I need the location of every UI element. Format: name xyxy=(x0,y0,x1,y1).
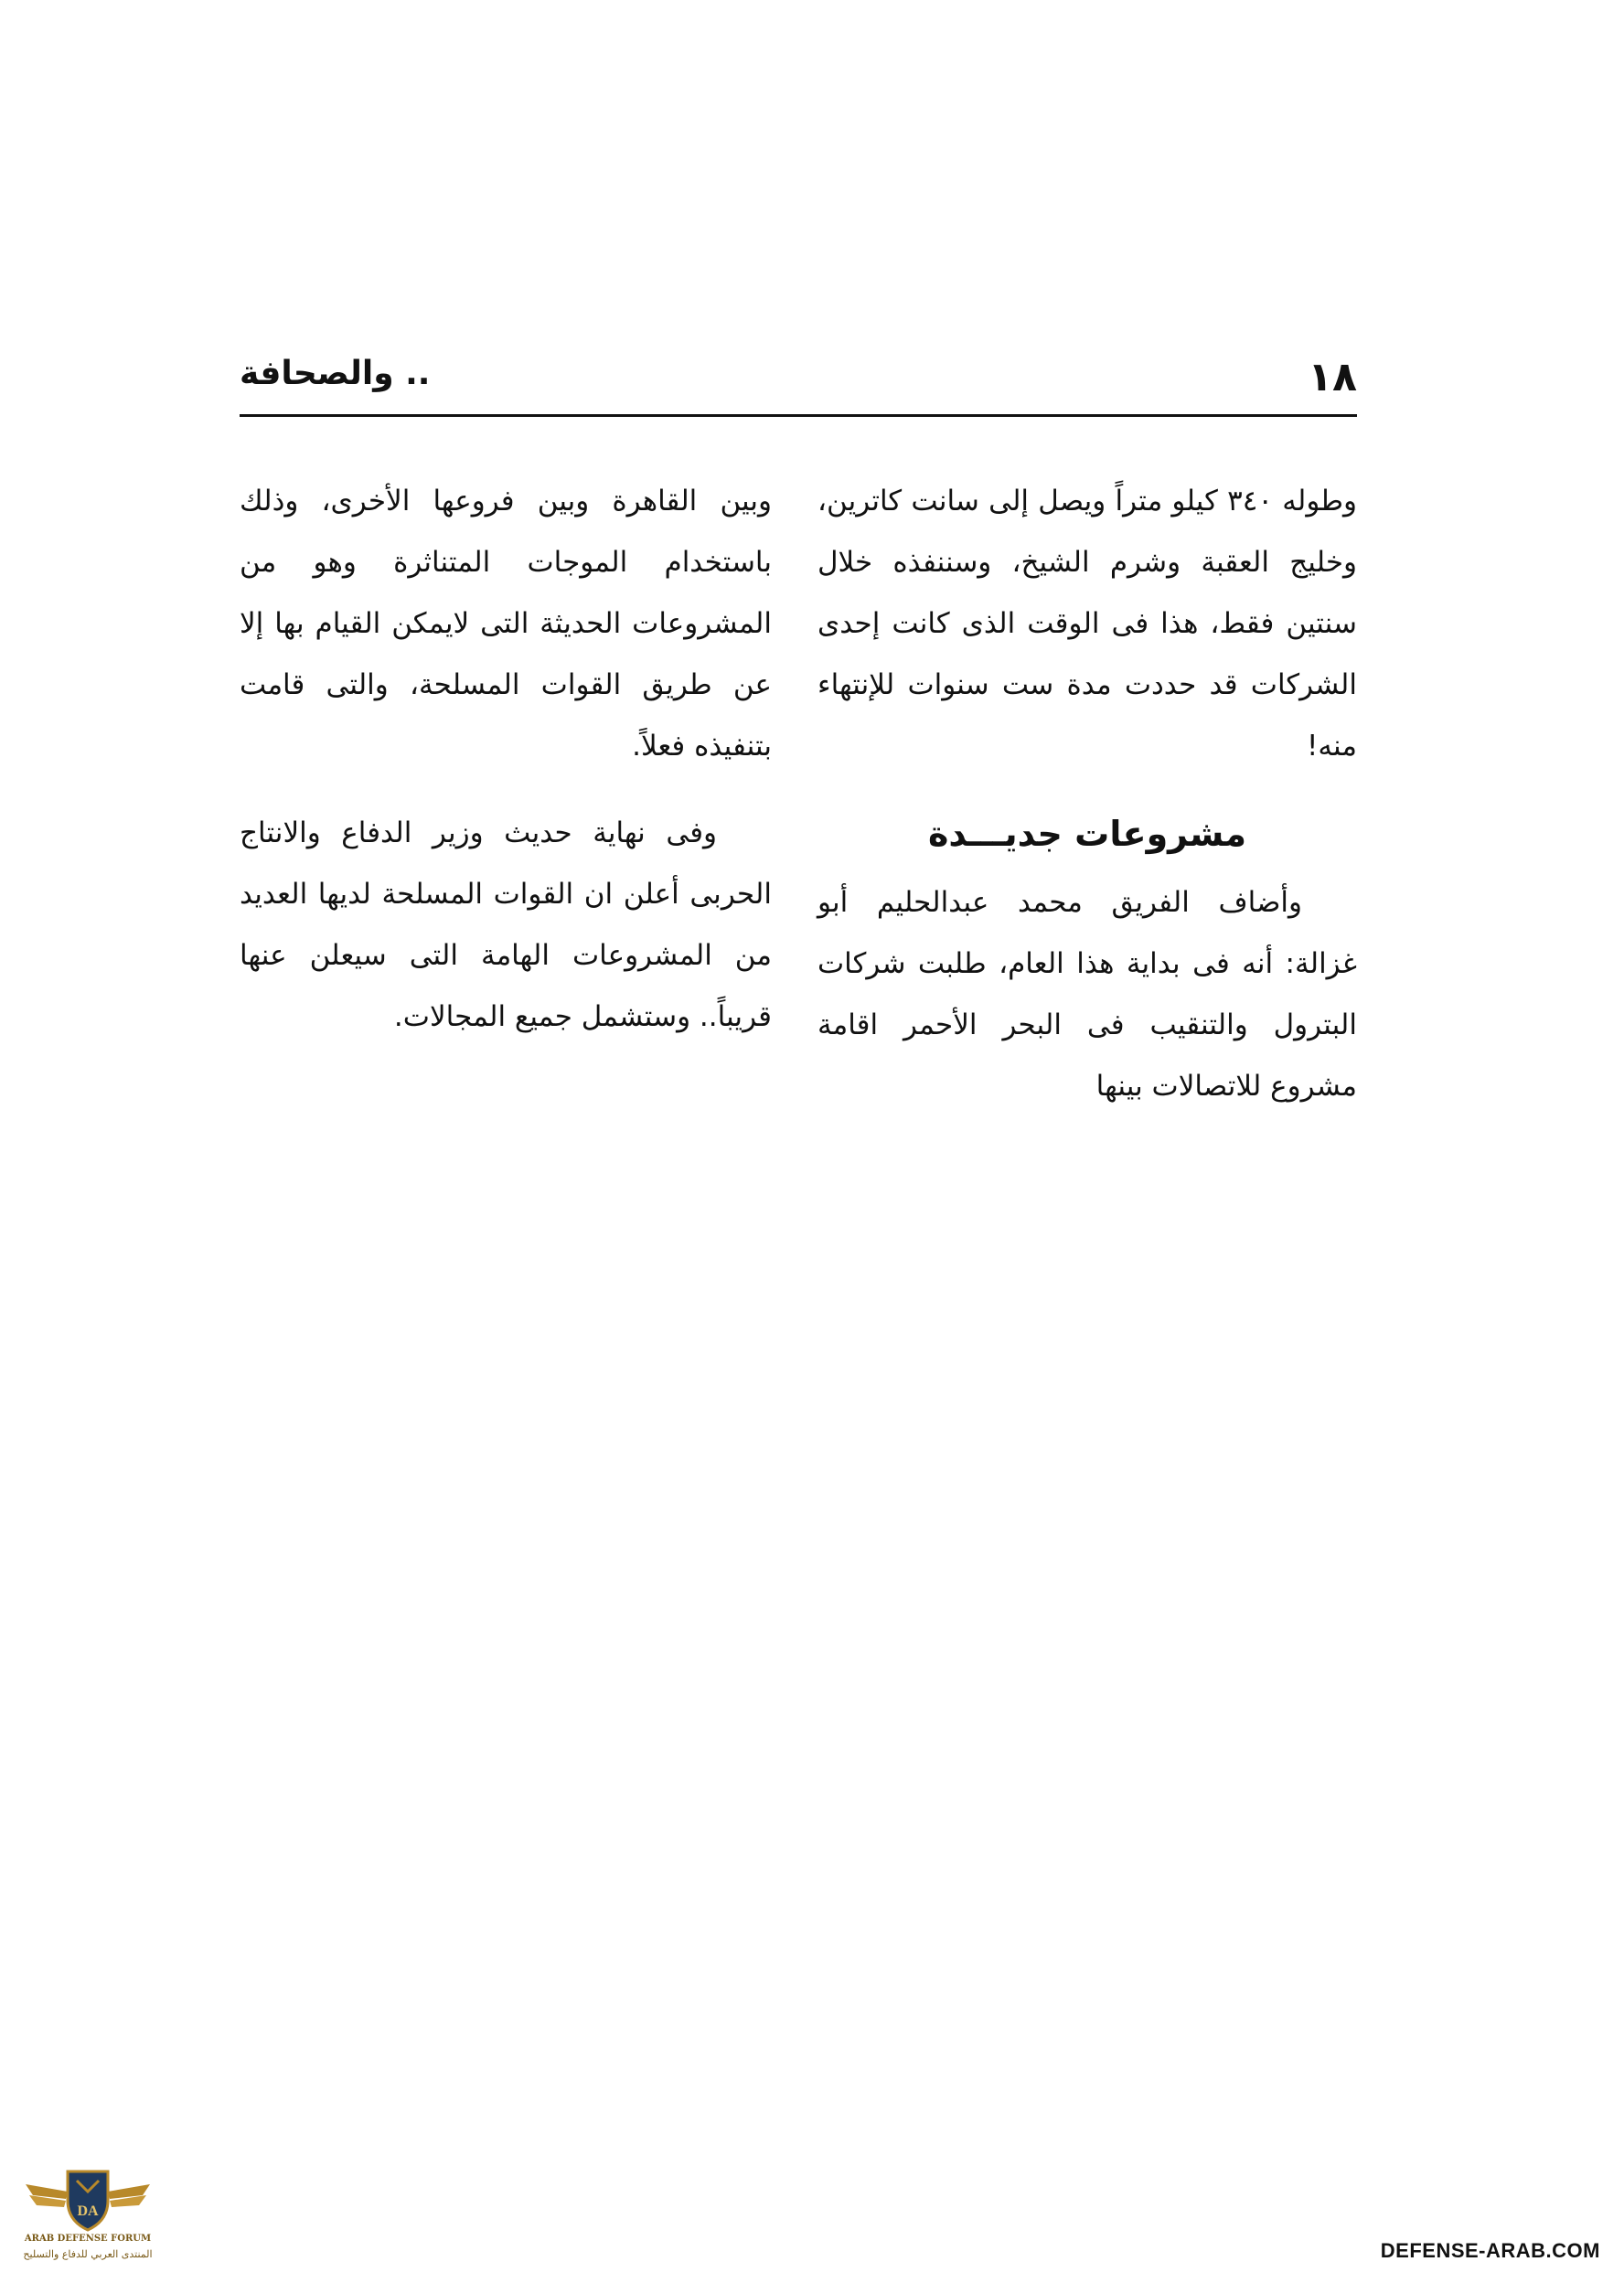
right-column xyxy=(817,471,1357,1143)
shield-wings-icon xyxy=(20,2164,155,2235)
left-column-paragraph-2: وفى نهاية حديث وزير الدفاع والانتاج الحربى أعلن ان القوات المسلحة لديها العديد من المشروعات الهامة التى سيعلن عنها قريباً.. وستشمل جميع المجالات. xyxy=(240,816,772,1033)
header-rule xyxy=(240,414,1357,417)
right-column-paragraph-2: وأضاف الفريق محمد عبدالحليم أبو غزالة: أنه فى بداية هذا العام، طلبت شركات البترول والتنقيب فى البحر الأحمر اقامة مشروع للاتصالات بينها xyxy=(817,886,1357,1103)
page-number: ١٨ xyxy=(1308,354,1357,400)
logo-initials: DA xyxy=(77,2203,99,2219)
logo-name-en: ARAB DEFENSE FORUM xyxy=(24,2234,152,2244)
page-header xyxy=(240,352,1357,425)
left-column-paragraph-1: وبين القاهرة وبين فروعها الأخرى، وذلك باستخدام الموجات المتناثرة وهو من المشروعات الحديثة التى لايمكن القيام بها إلا عن طريق القوات المسلحة، والتى قامت بتنفيذه فعلاً. xyxy=(240,485,772,763)
section-subheading: مشروعات جديـــدة xyxy=(927,814,1247,854)
logo-name-ar: المنتدى العربي للدفاع والتسليح xyxy=(23,2248,153,2260)
left-column xyxy=(240,471,772,1073)
site-watermark: DEFENSE-ARAB.COM xyxy=(1380,2239,1600,2262)
running-title: .. والصحافة xyxy=(240,355,431,392)
forum-logo xyxy=(20,2164,155,2272)
right-column-paragraph-1: وطوله ٣٤٠ كيلو متراً ويصل إلى سانت كاترين، وخليج العقبة وشرم الشيخ، وسننفذه خلال سنتين فقط، هذا فى الوقت الذى كانت إحدى الشركات قد حددت مدة ست سنوات للإنتهاء منه! xyxy=(817,485,1358,763)
